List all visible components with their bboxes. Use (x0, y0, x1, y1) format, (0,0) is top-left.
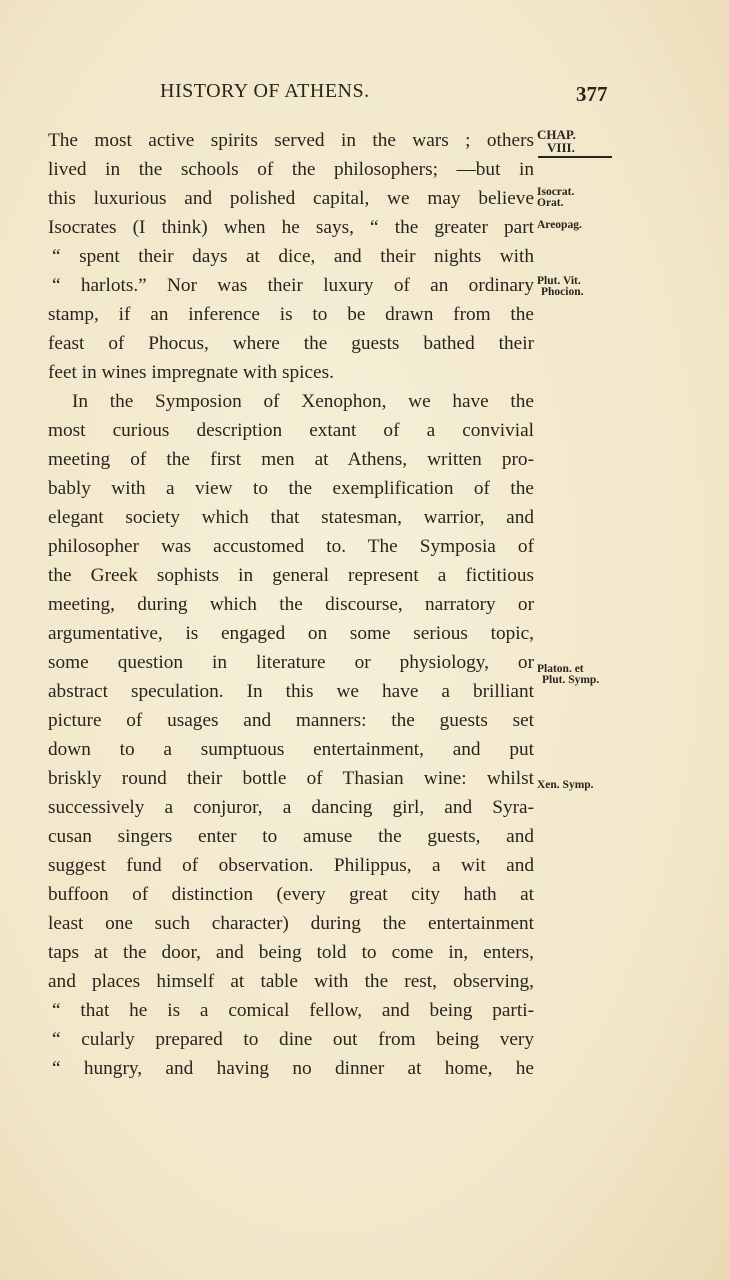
text-line: feast of Phocus, where the guests bathed their (48, 333, 534, 354)
text-line: stamp, if an inference is to be drawn from the (48, 304, 534, 325)
chapter-rule (538, 156, 612, 158)
margin-note-line: Plut. Symp. (542, 674, 600, 686)
margin-note-line: Xen. Symp. (537, 779, 594, 791)
text-line: “ spent their days at dice, and their nights with (52, 246, 534, 267)
text-line: argumentative, is engaged on some serious topic, (48, 623, 534, 644)
chapter-label: CHAP. (537, 127, 576, 142)
text-line: and places himself at table with the rest, observing, (48, 971, 534, 992)
margin-note-line: Orat. (537, 197, 564, 209)
text-line: Isocrates (I think) when he says, “ the greater part (48, 217, 534, 238)
text-line: most curious description extant of a convivial (48, 420, 534, 441)
text-line: briskly round their bottle of Thasian wine: whilst (48, 768, 534, 789)
text-line: down to a sumptuous entertainment, and put (48, 739, 534, 760)
text-line: The most active spirits served in the wars ; others (48, 130, 534, 151)
page-number: 377 (576, 82, 608, 106)
text-line: buffoon of distinction (every great city hath at (48, 884, 534, 905)
text-line: abstract speculation. In this we have a brilliant (48, 681, 534, 702)
margin-note-line: Phocion. (541, 286, 584, 298)
chapter-marker (537, 128, 576, 154)
text-line: picture of usages and manners: the guests set (48, 710, 534, 731)
text-line: the Greek sophists in general represent a fictitious (48, 565, 534, 586)
margin-note-line: Areopag. (537, 219, 582, 231)
text-line: lived in the schools of the philosophers; —but in (48, 159, 534, 180)
chapter-number: VIII. (547, 140, 575, 155)
text-line: “ hungry, and having no dinner at home, he (52, 1058, 534, 1079)
text-line: feet in wines impregnate with spices. (48, 362, 334, 383)
text-line: this luxurious and polished capital, we may believe (48, 188, 534, 209)
text-line: “ cularly prepared to dine out from being very (52, 1029, 534, 1050)
margin-note-plut-phocion (537, 276, 584, 298)
text-line: meeting of the first men at Athens, written pro- (48, 449, 534, 470)
text-line: “ harlots.” Nor was their luxury of an ordinary (52, 275, 534, 296)
margin-note-platon (537, 664, 599, 686)
text-line: philosopher was accustomed to. The Symposia of (48, 536, 534, 557)
text-line: suggest fund of observation. Philippus, a wit and (48, 855, 534, 876)
body-text (48, 126, 534, 1083)
margin-note-line: Platon. et (537, 663, 584, 675)
text-line: “ that he is a comical fellow, and being parti- (52, 1000, 534, 1021)
margin-note-line: Plut. Vit. (537, 275, 581, 287)
text-line: taps at the door, and being told to come in, enters, (48, 942, 534, 963)
text-line: successively a conjuror, a dancing girl, and Syra- (48, 797, 534, 818)
margin-note-xen (537, 780, 594, 791)
margin-note-line: Isocrat. (537, 186, 575, 198)
text-line: In the Symposion of Xenophon, we have the (72, 391, 534, 412)
running-head: HISTORY OF ATHENS. (160, 80, 370, 102)
text-line: elegant society which that statesman, warrior, and (48, 507, 534, 528)
text-line: meeting, during which the discourse, narratory or (48, 594, 534, 615)
text-line: cusan singers enter to amuse the guests, and (48, 826, 534, 847)
text-line: least one such character) during the entertainment (48, 913, 534, 934)
margin-note-isocrat (537, 187, 574, 209)
text-line: some question in literature or physiology, or (48, 652, 534, 673)
margin-note-areopag (537, 220, 582, 231)
text-line: bably with a view to the exemplification of the (48, 478, 534, 499)
